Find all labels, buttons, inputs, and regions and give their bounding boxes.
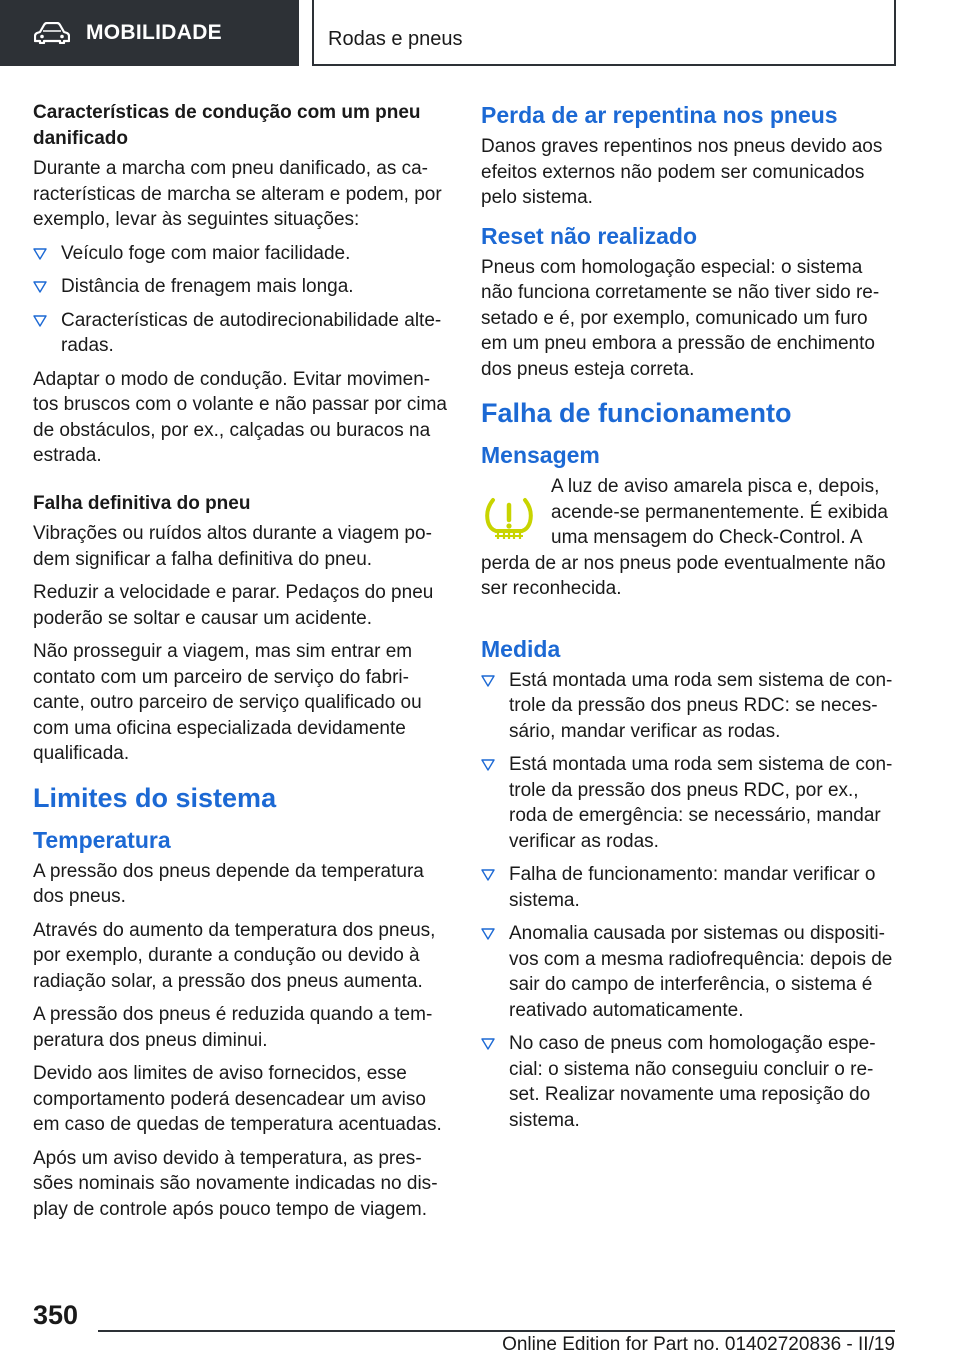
edition-note: Online Edition for Part no. 01402720836 - II/19 — [502, 1334, 895, 1355]
list-item-text: No caso de pneus com homologação especial: o sistema não conseguiu concluir o reset. Realizar novamente uma reposição do sistema. — [509, 1033, 876, 1131]
chapter-heading: Limites do sistema — [33, 782, 277, 813]
list-item — [33, 274, 447, 300]
header-section-tab — [0, 0, 299, 66]
triangle-bullet-icon — [33, 248, 47, 260]
footer-divider — [98, 1330, 895, 1332]
list-item-text: Distância de frenagem mais longa. — [61, 276, 354, 297]
subsection-heading: Temperatura — [33, 826, 171, 853]
paragraph: Após um aviso devido à temperatura, as pressões nominais são novamente indicadas no display de controle após pouco tempo de viagem. — [33, 1147, 438, 1220]
subsection-heading: Reset não realizado — [481, 222, 698, 249]
chapter-heading: Falha de funcionamento — [481, 398, 792, 428]
list-item — [33, 241, 447, 267]
paragraph: Pneus com homologação especial: o sistema não funciona corretamente se não tiver sido resetado e é, por exemplo, comunicado um furo em um pneu embora a pressão de enchimento dos pneus esteja correta. — [481, 256, 880, 380]
paragraph: A luz de aviso amarela pisca e, depois, acende-se permanentemente. É exibida uma mensagem do Check-Control. A perda de ar nos pneus pode eventualmente não ser reconhecida. — [481, 476, 888, 599]
list-item — [481, 1031, 895, 1133]
left-column — [33, 100, 447, 1230]
list-item — [481, 752, 895, 854]
section-heading: Falha definitiva do pneu — [33, 492, 251, 514]
triangle-bullet-icon — [481, 759, 495, 771]
paragraph: A pressão dos pneus depende da temperatura dos pneus. — [33, 860, 424, 907]
list-item-text: Anomalia causada por sistemas ou dispositivos com a mesma radiofrequência: depois de sair do campo de interferência, o sistema é reativado automaticamente. — [509, 923, 893, 1021]
header-section-title: MOBILIDADE — [86, 21, 222, 44]
right-column — [481, 100, 895, 1141]
section-heading: Características de condução com um pneu danificado — [33, 102, 421, 149]
list-item — [481, 921, 895, 1023]
list-item-text: Veículo foge com maior facilidade. — [61, 242, 351, 264]
list-item-text: Está montada uma roda sem sistema de controle da pressão dos pneus RDC, por ex., roda de emergência: se necessário, mandar verificar as rodas. — [509, 754, 893, 852]
header-chapter-title: Rodas e pneus — [328, 28, 463, 50]
paragraph: Vibrações ou ruídos altos durante a viagem podem significar a falha definitiva do pneu. — [33, 523, 432, 570]
car-icon — [34, 22, 70, 44]
warning-message-block — [481, 474, 895, 602]
paragraph: A pressão dos pneus é reduzida quando a temperatura dos pneus diminui. — [33, 1004, 433, 1051]
triangle-bullet-icon — [481, 928, 495, 940]
list-item-text: Está montada uma roda sem sistema de controle da pressão dos pneus RDC: se necessário, mandar verificar as rodas. — [509, 669, 893, 742]
list-item — [481, 668, 895, 745]
bullet-list — [481, 668, 895, 1134]
paragraph: Devido aos limites de aviso fornecidos, esse comportamento poderá desencadear um aviso em caso de quedas de temperatura acentuadas. — [33, 1063, 442, 1135]
bullet-list — [33, 241, 447, 359]
paragraph: Reduzir a velocidade e parar. Pedaços do pneu poderão se soltar e causar um acidente. — [33, 582, 434, 629]
paragraph: Não prosseguir a viagem, mas sim entrar em contato com um parceiro de serviço do fabricante, outro parceiro de serviço qualificado ou com uma oficina especializada devidamente qualificada. — [33, 641, 422, 764]
triangle-bullet-icon — [481, 675, 495, 687]
page-number: 350 — [33, 1300, 79, 1330]
triangle-bullet-icon — [33, 281, 47, 293]
subsection-heading: Mensagem — [481, 442, 600, 468]
triangle-bullet-icon — [481, 869, 495, 881]
triangle-bullet-icon — [481, 1038, 495, 1050]
subsection-heading: Medida — [481, 635, 561, 662]
paragraph: Durante a marcha com pneu danificado, as características de marcha se alteram e podem, por exemplo, levar às seguintes situações: — [33, 158, 442, 230]
list-item — [33, 308, 447, 359]
list-item — [481, 862, 895, 913]
header-chapter — [312, 0, 896, 66]
triangle-bullet-icon — [33, 315, 47, 327]
paragraph: Através do aumento da temperatura dos pneus, por exemplo, durante a condução ou devido à radiação solar, a pressão dos pneus aumenta. — [33, 919, 436, 992]
subsection-heading: Perda de ar repentina nos pneus — [481, 102, 838, 128]
paragraph: Adaptar o modo de condução. Evitar movimentos bruscos com o volante e não passar por cima de obstáculos, por ex., calçadas ou buracos na estrada. — [33, 368, 447, 466]
list-item-text: Características de autodirecionabilidade alteradas. — [61, 309, 442, 356]
list-item-text: Falha de funcionamento: mandar verificar o sistema. — [509, 864, 876, 911]
paragraph: Danos graves repentinos nos pneus devido aos efeitos externos não podem ser comunicados pelo sistema. — [481, 136, 883, 208]
tire-pressure-warning-icon — [483, 496, 535, 540]
